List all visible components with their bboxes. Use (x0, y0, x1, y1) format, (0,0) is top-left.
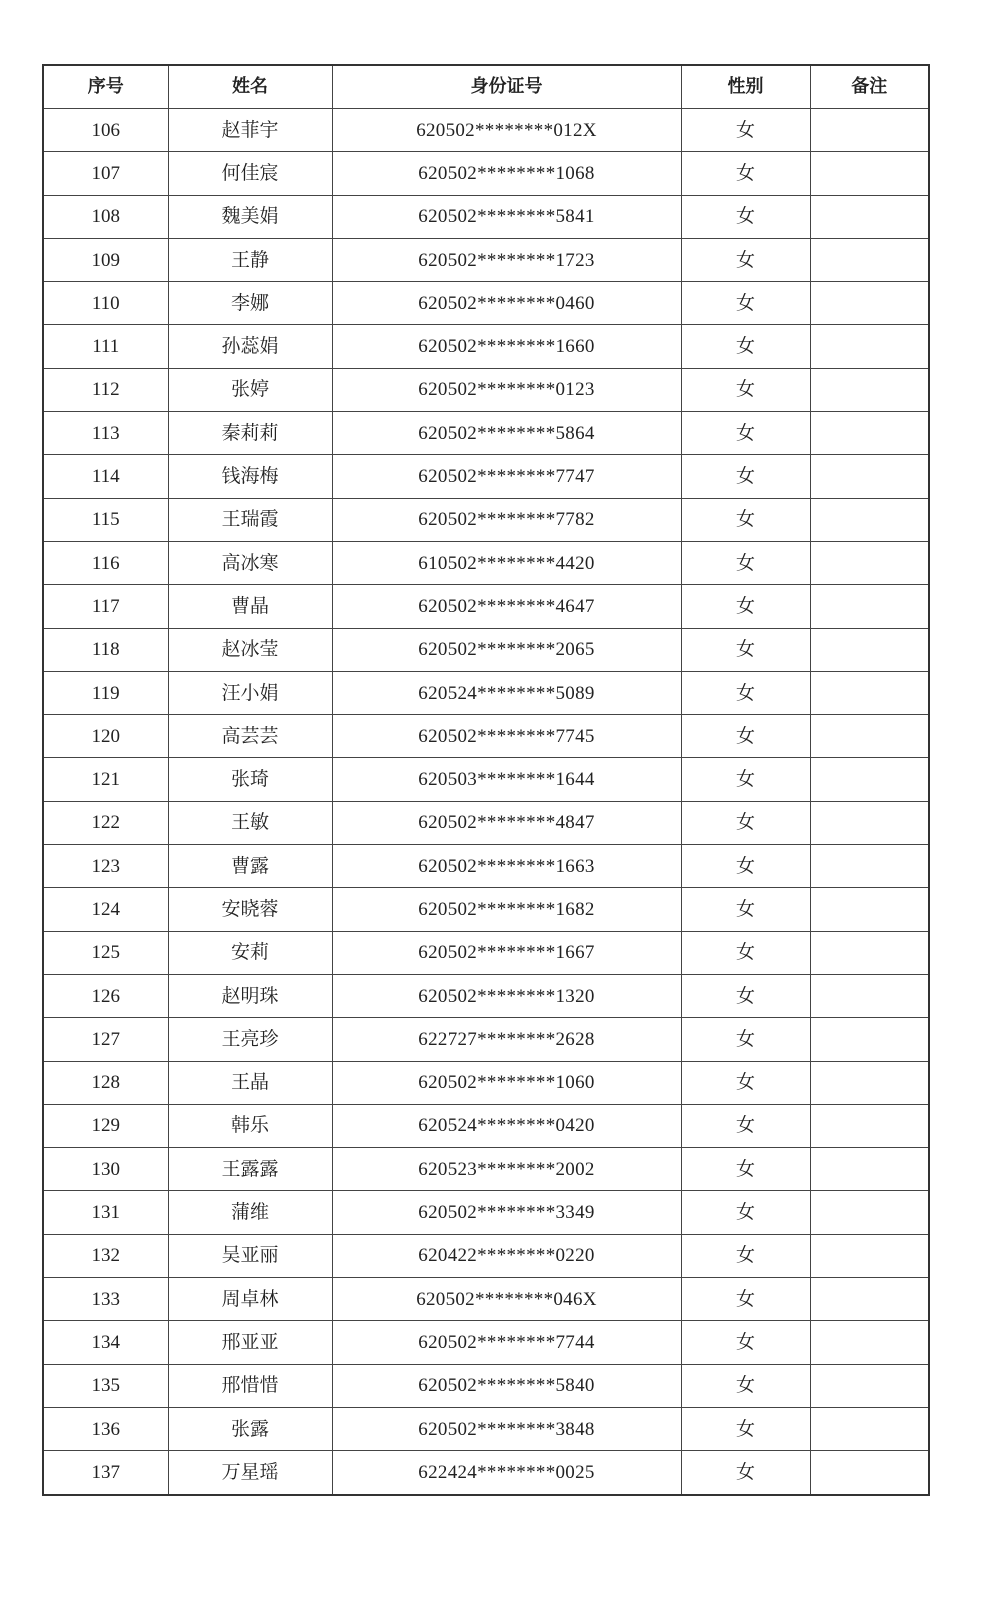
cell-remarks (810, 1018, 929, 1061)
cell-id-number: 610502********4420 (332, 541, 681, 584)
cell-remarks (810, 1234, 929, 1277)
cell-remarks (810, 888, 929, 931)
cell-name: 王瑞霞 (168, 498, 332, 541)
cell-id-number: 620502********5841 (332, 195, 681, 238)
cell-number: 126 (43, 974, 168, 1017)
cell-id-number: 620502********7744 (332, 1321, 681, 1364)
cell-id-number: 620502********1660 (332, 325, 681, 368)
cell-remarks (810, 1148, 929, 1191)
cell-name: 韩乐 (168, 1104, 332, 1147)
cell-number: 109 (43, 238, 168, 281)
table-row (43, 888, 929, 931)
cell-number: 119 (43, 671, 168, 714)
cell-remarks (810, 109, 929, 152)
cell-gender: 女 (681, 585, 810, 628)
table-row (43, 758, 929, 801)
cell-remarks (810, 845, 929, 888)
cell-number: 120 (43, 715, 168, 758)
cell-name: 安莉 (168, 931, 332, 974)
table-row (43, 1061, 929, 1104)
cell-number: 136 (43, 1407, 168, 1450)
header-row (43, 65, 929, 109)
cell-remarks (810, 412, 929, 455)
cell-gender: 女 (681, 498, 810, 541)
cell-remarks (810, 1104, 929, 1147)
cell-id-number: 620502********1723 (332, 238, 681, 281)
cell-gender: 女 (681, 1321, 810, 1364)
cell-id-number: 620502********1682 (332, 888, 681, 931)
cell-number: 123 (43, 845, 168, 888)
table-row (43, 498, 929, 541)
cell-number: 112 (43, 368, 168, 411)
roster-body (43, 109, 929, 1495)
table-row (43, 412, 929, 455)
table-row (43, 1451, 929, 1495)
cell-number: 113 (43, 412, 168, 455)
cell-gender: 女 (681, 888, 810, 931)
table-row (43, 1148, 929, 1191)
table-row (43, 282, 929, 325)
cell-remarks (810, 1451, 929, 1495)
cell-name: 赵冰莹 (168, 628, 332, 671)
table-row (43, 628, 929, 671)
cell-number: 117 (43, 585, 168, 628)
table-row (43, 455, 929, 498)
cell-gender: 女 (681, 1278, 810, 1321)
cell-id-number: 620502********4647 (332, 585, 681, 628)
cell-name: 钱海梅 (168, 455, 332, 498)
cell-id-number: 620502********1663 (332, 845, 681, 888)
cell-name: 王露露 (168, 1148, 332, 1191)
cell-name: 孙蕊娟 (168, 325, 332, 368)
cell-name: 周卓林 (168, 1278, 332, 1321)
cell-remarks (810, 368, 929, 411)
cell-number: 131 (43, 1191, 168, 1234)
cell-gender: 女 (681, 368, 810, 411)
cell-name: 秦莉莉 (168, 412, 332, 455)
cell-number: 133 (43, 1278, 168, 1321)
cell-id-number: 620502********046X (332, 1278, 681, 1321)
cell-number: 122 (43, 801, 168, 844)
cell-id-number: 620502********1667 (332, 931, 681, 974)
cell-number: 121 (43, 758, 168, 801)
cell-remarks (810, 498, 929, 541)
cell-name: 邢亚亚 (168, 1321, 332, 1364)
cell-id-number: 620502********7747 (332, 455, 681, 498)
cell-gender: 女 (681, 671, 810, 714)
table-row (43, 715, 929, 758)
cell-id-number: 620422********0220 (332, 1234, 681, 1277)
cell-gender: 女 (681, 1148, 810, 1191)
table-row (43, 195, 929, 238)
cell-gender: 女 (681, 758, 810, 801)
cell-remarks (810, 238, 929, 281)
cell-id-number: 620502********7745 (332, 715, 681, 758)
cell-name: 万星瑶 (168, 1451, 332, 1495)
header-number: 序号 (43, 65, 168, 109)
cell-name: 安晓蓉 (168, 888, 332, 931)
cell-id-number: 620503********1644 (332, 758, 681, 801)
cell-id-number: 620524********0420 (332, 1104, 681, 1147)
table-row (43, 1104, 929, 1147)
table-row (43, 1407, 929, 1450)
cell-remarks (810, 455, 929, 498)
cell-id-number: 620524********5089 (332, 671, 681, 714)
cell-gender: 女 (681, 109, 810, 152)
cell-id-number: 620502********7782 (332, 498, 681, 541)
cell-remarks (810, 974, 929, 1017)
cell-name: 王晶 (168, 1061, 332, 1104)
cell-gender: 女 (681, 1451, 810, 1495)
cell-name: 曹晶 (168, 585, 332, 628)
cell-gender: 女 (681, 715, 810, 758)
cell-remarks (810, 1061, 929, 1104)
cell-number: 125 (43, 931, 168, 974)
cell-number: 135 (43, 1364, 168, 1407)
cell-gender: 女 (681, 541, 810, 584)
cell-remarks (810, 282, 929, 325)
cell-gender: 女 (681, 974, 810, 1017)
cell-gender: 女 (681, 1018, 810, 1061)
table-row (43, 1321, 929, 1364)
cell-number: 118 (43, 628, 168, 671)
cell-gender: 女 (681, 1104, 810, 1147)
cell-remarks (810, 585, 929, 628)
cell-name: 魏美娟 (168, 195, 332, 238)
cell-gender: 女 (681, 325, 810, 368)
cell-id-number: 620502********1068 (332, 152, 681, 195)
cell-id-number: 620502********5840 (332, 1364, 681, 1407)
cell-gender: 女 (681, 238, 810, 281)
cell-gender: 女 (681, 931, 810, 974)
cell-number: 129 (43, 1104, 168, 1147)
cell-number: 130 (43, 1148, 168, 1191)
cell-number: 115 (43, 498, 168, 541)
cell-name: 张琦 (168, 758, 332, 801)
cell-gender: 女 (681, 1061, 810, 1104)
cell-id-number: 620502********0123 (332, 368, 681, 411)
cell-name: 王静 (168, 238, 332, 281)
table-row (43, 1234, 929, 1277)
cell-name: 吴亚丽 (168, 1234, 332, 1277)
cell-id-number: 620502********4847 (332, 801, 681, 844)
cell-gender: 女 (681, 801, 810, 844)
cell-remarks (810, 1407, 929, 1450)
cell-name: 高冰寒 (168, 541, 332, 584)
cell-remarks (810, 541, 929, 584)
cell-remarks (810, 671, 929, 714)
cell-number: 107 (43, 152, 168, 195)
cell-id-number: 620502********3349 (332, 1191, 681, 1234)
cell-gender: 女 (681, 195, 810, 238)
cell-number: 116 (43, 541, 168, 584)
cell-id-number: 620502********012X (332, 109, 681, 152)
cell-number: 114 (43, 455, 168, 498)
table-row (43, 152, 929, 195)
table-row (43, 801, 929, 844)
roster-table (42, 64, 930, 1496)
cell-name: 王敏 (168, 801, 332, 844)
cell-remarks (810, 715, 929, 758)
cell-number: 110 (43, 282, 168, 325)
cell-gender: 女 (681, 1364, 810, 1407)
table-row (43, 931, 929, 974)
cell-gender: 女 (681, 628, 810, 671)
cell-remarks (810, 801, 929, 844)
table-row (43, 238, 929, 281)
cell-id-number: 622727********2628 (332, 1018, 681, 1061)
cell-name: 张婷 (168, 368, 332, 411)
cell-remarks (810, 152, 929, 195)
cell-number: 128 (43, 1061, 168, 1104)
cell-name: 汪小娟 (168, 671, 332, 714)
table-row (43, 1278, 929, 1321)
table-row (43, 109, 929, 152)
cell-remarks (810, 931, 929, 974)
cell-number: 127 (43, 1018, 168, 1061)
cell-number: 108 (43, 195, 168, 238)
table-row (43, 1364, 929, 1407)
table-row (43, 368, 929, 411)
cell-gender: 女 (681, 1407, 810, 1450)
header-gender: 性别 (681, 65, 810, 109)
cell-name: 李娜 (168, 282, 332, 325)
cell-remarks (810, 1191, 929, 1234)
table-row (43, 325, 929, 368)
cell-id-number: 620502********3848 (332, 1407, 681, 1450)
cell-name: 蒲维 (168, 1191, 332, 1234)
cell-remarks (810, 195, 929, 238)
cell-name: 赵明珠 (168, 974, 332, 1017)
table-row (43, 974, 929, 1017)
table-row (43, 1018, 929, 1061)
table-row (43, 585, 929, 628)
cell-id-number: 620502********2065 (332, 628, 681, 671)
cell-id-number: 620502********1060 (332, 1061, 681, 1104)
cell-remarks (810, 1364, 929, 1407)
cell-gender: 女 (681, 455, 810, 498)
cell-gender: 女 (681, 152, 810, 195)
cell-id-number: 620523********2002 (332, 1148, 681, 1191)
cell-name: 高芸芸 (168, 715, 332, 758)
cell-remarks (810, 628, 929, 671)
cell-number: 132 (43, 1234, 168, 1277)
table-row (43, 541, 929, 584)
cell-gender: 女 (681, 282, 810, 325)
cell-number: 137 (43, 1451, 168, 1495)
header-id-number: 身份证号 (332, 65, 681, 109)
cell-remarks (810, 325, 929, 368)
cell-remarks (810, 1321, 929, 1364)
cell-gender: 女 (681, 412, 810, 455)
cell-name: 何佳宸 (168, 152, 332, 195)
cell-remarks (810, 758, 929, 801)
cell-number: 106 (43, 109, 168, 152)
cell-name: 赵菲宇 (168, 109, 332, 152)
cell-remarks (810, 1278, 929, 1321)
roster-sheet (42, 64, 928, 1496)
header-name: 姓名 (168, 65, 332, 109)
cell-name: 张露 (168, 1407, 332, 1450)
cell-number: 111 (43, 325, 168, 368)
cell-id-number: 622424********0025 (332, 1451, 681, 1495)
header-remarks: 备注 (810, 65, 929, 109)
cell-id-number: 620502********0460 (332, 282, 681, 325)
cell-gender: 女 (681, 1191, 810, 1234)
cell-gender: 女 (681, 845, 810, 888)
table-row (43, 845, 929, 888)
cell-name: 邢惜惜 (168, 1364, 332, 1407)
cell-number: 124 (43, 888, 168, 931)
cell-name: 王亮珍 (168, 1018, 332, 1061)
cell-name: 曹露 (168, 845, 332, 888)
cell-id-number: 620502********5864 (332, 412, 681, 455)
table-row (43, 1191, 929, 1234)
cell-number: 134 (43, 1321, 168, 1364)
table-row (43, 671, 929, 714)
cell-gender: 女 (681, 1234, 810, 1277)
cell-id-number: 620502********1320 (332, 974, 681, 1017)
